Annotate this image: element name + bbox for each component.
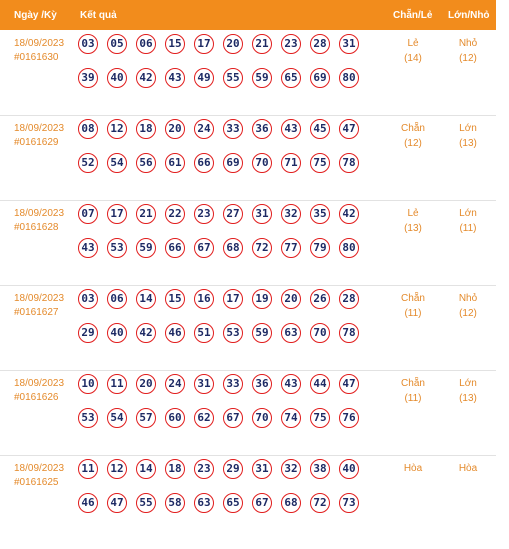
number-ball: 26 xyxy=(310,289,330,309)
number-ball: 12 xyxy=(107,119,127,139)
lonnho-count: (12) xyxy=(459,53,477,64)
number-ball: 46 xyxy=(78,493,98,513)
number-ball: 36 xyxy=(252,374,272,394)
chanle-count: (11) xyxy=(404,393,422,404)
chanle-cell xyxy=(388,463,438,478)
number-ball: 05 xyxy=(107,34,127,54)
table-row xyxy=(0,200,496,286)
number-ball: 24 xyxy=(194,119,214,139)
number-ball: 72 xyxy=(310,493,330,513)
number-ball: 70 xyxy=(252,153,272,173)
row-date: 18/09/2023 xyxy=(14,378,65,389)
row-draw-id: #0161625 xyxy=(14,477,59,488)
number-ball: 24 xyxy=(165,374,185,394)
number-ball: 67 xyxy=(194,238,214,258)
number-ball: 14 xyxy=(136,289,156,309)
row-draw-id: #0161630 xyxy=(14,52,59,63)
row-date: 18/09/2023 xyxy=(14,208,65,219)
chanle-label: Hòa xyxy=(403,463,423,474)
lonnho-count: (12) xyxy=(459,308,477,319)
row-draw-id: #0161628 xyxy=(14,222,59,233)
chanle-cell xyxy=(388,208,438,234)
number-ball: 44 xyxy=(310,374,330,394)
table-row xyxy=(0,455,496,540)
number-ball: 68 xyxy=(223,238,243,258)
lonnho-cell xyxy=(443,378,493,404)
number-ball: 76 xyxy=(339,408,359,428)
number-ball: 20 xyxy=(136,374,156,394)
chanle-cell xyxy=(388,378,438,404)
number-ball: 10 xyxy=(78,374,98,394)
number-ball: 31 xyxy=(339,34,359,54)
number-ball: 18 xyxy=(136,119,156,139)
number-ball: 27 xyxy=(223,204,243,224)
number-ball: 72 xyxy=(252,238,272,258)
number-ball: 08 xyxy=(78,119,98,139)
number-ball: 14 xyxy=(136,459,156,479)
number-ball: 59 xyxy=(136,238,156,258)
number-ball: 28 xyxy=(339,289,359,309)
number-ball: 54 xyxy=(107,408,127,428)
number-ball: 54 xyxy=(107,153,127,173)
number-ball: 47 xyxy=(339,374,359,394)
number-ball: 39 xyxy=(78,68,98,88)
number-ball: 12 xyxy=(107,459,127,479)
number-ball: 69 xyxy=(310,68,330,88)
number-ball: 40 xyxy=(107,323,127,343)
number-ball: 70 xyxy=(310,323,330,343)
number-ball: 35 xyxy=(310,204,330,224)
lonnho-label: Lớn xyxy=(459,123,477,134)
number-ball: 17 xyxy=(194,34,214,54)
number-ball: 03 xyxy=(78,289,98,309)
lonnho-label: Nhỏ xyxy=(458,38,478,49)
number-ball: 66 xyxy=(165,238,185,258)
chanle-cell xyxy=(388,293,438,319)
number-ball: 20 xyxy=(281,289,301,309)
number-ball: 07 xyxy=(78,204,98,224)
number-ball: 47 xyxy=(107,493,127,513)
number-ball: 57 xyxy=(136,408,156,428)
chanle-label: Lẻ xyxy=(407,208,419,219)
number-ball: 62 xyxy=(194,408,214,428)
header-chanle: Chẵn/Lẻ xyxy=(393,10,433,21)
chanle-label: Chẵn xyxy=(401,378,425,389)
row-date: 18/09/2023 xyxy=(14,38,65,49)
number-ball: 31 xyxy=(252,459,272,479)
lonnho-label: Hòa xyxy=(458,463,478,474)
number-ball: 53 xyxy=(107,238,127,258)
lonnho-cell xyxy=(443,208,493,234)
number-ball: 58 xyxy=(165,493,185,513)
number-ball: 16 xyxy=(194,289,214,309)
lonnho-cell xyxy=(443,463,493,478)
lonnho-count: (13) xyxy=(459,393,477,404)
number-ball: 65 xyxy=(281,68,301,88)
number-ball: 66 xyxy=(194,153,214,173)
number-ball: 15 xyxy=(165,34,185,54)
number-ball: 75 xyxy=(310,408,330,428)
number-ball: 45 xyxy=(310,119,330,139)
number-ball: 55 xyxy=(223,68,243,88)
number-ball: 51 xyxy=(194,323,214,343)
header-lonnho: Lớn/Nhỏ xyxy=(448,10,490,21)
number-ball: 52 xyxy=(78,153,98,173)
number-ball: 33 xyxy=(223,374,243,394)
number-ball: 65 xyxy=(223,493,243,513)
number-ball: 80 xyxy=(339,238,359,258)
number-ball: 40 xyxy=(107,68,127,88)
number-ball: 79 xyxy=(310,238,330,258)
number-ball: 71 xyxy=(281,153,301,173)
chanle-count: (13) xyxy=(404,223,422,234)
number-ball: 06 xyxy=(136,34,156,54)
number-ball: 32 xyxy=(281,204,301,224)
row-draw-id: #0161626 xyxy=(14,392,59,403)
table-row xyxy=(0,285,496,371)
number-ball: 56 xyxy=(136,153,156,173)
number-ball: 43 xyxy=(281,374,301,394)
header-date: Ngày /Kỳ xyxy=(14,10,57,21)
number-ball: 63 xyxy=(281,323,301,343)
number-ball: 19 xyxy=(252,289,272,309)
number-ball: 29 xyxy=(223,459,243,479)
number-ball: 43 xyxy=(165,68,185,88)
number-ball: 11 xyxy=(107,374,127,394)
table-row xyxy=(0,370,496,456)
number-ball: 80 xyxy=(339,68,359,88)
lonnho-count: (11) xyxy=(459,223,477,234)
number-ball: 15 xyxy=(165,289,185,309)
number-ball: 21 xyxy=(252,34,272,54)
number-ball: 69 xyxy=(223,153,243,173)
number-ball: 40 xyxy=(339,459,359,479)
number-ball: 68 xyxy=(281,493,301,513)
number-ball: 23 xyxy=(194,459,214,479)
lonnho-label: Lớn xyxy=(459,208,477,219)
number-ball: 78 xyxy=(339,323,359,343)
number-ball: 61 xyxy=(165,153,185,173)
header-result: Kết quả xyxy=(80,10,117,21)
number-ball: 17 xyxy=(107,204,127,224)
row-draw-id: #0161629 xyxy=(14,137,59,148)
number-ball: 55 xyxy=(136,493,156,513)
chanle-label: Chẵn xyxy=(401,293,425,304)
lonnho-cell xyxy=(443,38,493,64)
number-ball: 63 xyxy=(194,493,214,513)
number-ball: 59 xyxy=(252,323,272,343)
lonnho-label: Lớn xyxy=(459,378,477,389)
number-ball: 31 xyxy=(252,204,272,224)
table-header xyxy=(0,0,496,30)
number-ball: 42 xyxy=(136,68,156,88)
number-ball: 28 xyxy=(310,34,330,54)
chanle-count: (12) xyxy=(404,138,422,149)
number-ball: 38 xyxy=(310,459,330,479)
number-ball: 75 xyxy=(310,153,330,173)
row-date: 18/09/2023 xyxy=(14,463,65,474)
number-ball: 21 xyxy=(136,204,156,224)
number-ball: 53 xyxy=(78,408,98,428)
table-row xyxy=(0,115,496,201)
number-ball: 03 xyxy=(78,34,98,54)
chanle-label: Chẵn xyxy=(401,123,425,134)
table-row xyxy=(0,30,496,116)
number-ball: 70 xyxy=(252,408,272,428)
number-ball: 77 xyxy=(281,238,301,258)
lonnho-label: Nhỏ xyxy=(458,293,478,304)
number-ball: 11 xyxy=(78,459,98,479)
lonnho-cell xyxy=(443,123,493,149)
lonnho-count: (13) xyxy=(459,138,477,149)
chanle-count: (14) xyxy=(404,53,422,64)
number-ball: 20 xyxy=(165,119,185,139)
number-ball: 53 xyxy=(223,323,243,343)
chanle-cell xyxy=(388,38,438,64)
number-ball: 59 xyxy=(252,68,272,88)
number-ball: 31 xyxy=(194,374,214,394)
number-ball: 18 xyxy=(165,459,185,479)
number-ball: 67 xyxy=(252,493,272,513)
row-date: 18/09/2023 xyxy=(14,123,65,134)
number-ball: 46 xyxy=(165,323,185,343)
number-ball: 73 xyxy=(339,493,359,513)
number-ball: 74 xyxy=(281,408,301,428)
number-ball: 47 xyxy=(339,119,359,139)
number-ball: 29 xyxy=(78,323,98,343)
number-ball: 42 xyxy=(136,323,156,343)
number-ball: 43 xyxy=(78,238,98,258)
chanle-label: Lẻ xyxy=(407,38,419,49)
number-ball: 67 xyxy=(223,408,243,428)
number-ball: 49 xyxy=(194,68,214,88)
chanle-cell xyxy=(388,123,438,149)
number-ball: 20 xyxy=(223,34,243,54)
number-ball: 06 xyxy=(107,289,127,309)
number-ball: 36 xyxy=(252,119,272,139)
number-ball: 22 xyxy=(165,204,185,224)
number-ball: 43 xyxy=(281,119,301,139)
chanle-count: (11) xyxy=(404,308,422,319)
row-date: 18/09/2023 xyxy=(14,293,65,304)
number-ball: 42 xyxy=(339,204,359,224)
number-ball: 32 xyxy=(281,459,301,479)
row-draw-id: #0161627 xyxy=(14,307,59,318)
lonnho-cell xyxy=(443,293,493,319)
number-ball: 23 xyxy=(194,204,214,224)
number-ball: 78 xyxy=(339,153,359,173)
number-ball: 23 xyxy=(281,34,301,54)
number-ball: 60 xyxy=(165,408,185,428)
number-ball: 33 xyxy=(223,119,243,139)
number-ball: 17 xyxy=(223,289,243,309)
